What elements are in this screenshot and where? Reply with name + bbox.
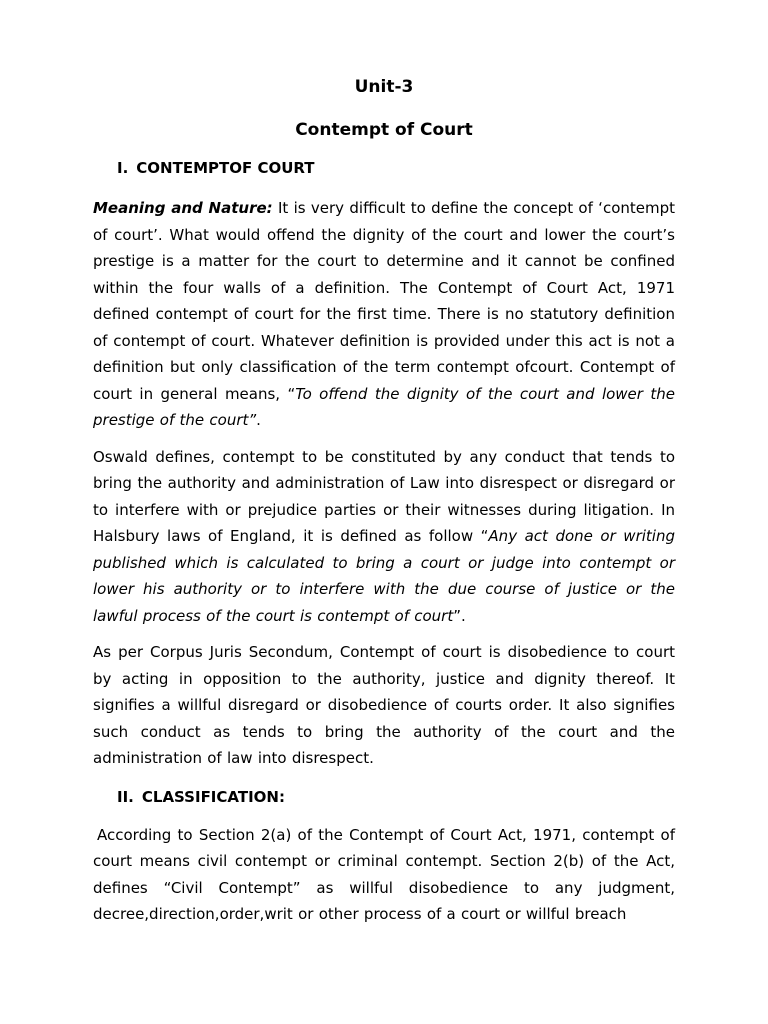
paragraph-text: It is very difficult to define the concept of ‘contempt of court’. What would offend the dignity of the court and lower the court’s prestige is a matter for the court to determine and it cannot be confined within the four walls of a definition. The Contempt of Court Act, 1971 defined contempt of court for the first time. There is no statutory definition of contempt of court. Whatever definition is provided under this act is not a definition but only classification of the term contempt ofcourt. Contempt of court in general means, “ xyxy=(93,199,676,403)
document-title: Contempt of Court xyxy=(295,120,473,140)
section-number: I. xyxy=(117,159,129,177)
section-number: II. xyxy=(117,787,134,806)
paragraph-end: ”. xyxy=(453,606,466,625)
paragraph-corpus-juris: As per Corpus Juris Secondum, Contempt of court is disobedience to court by acting in opposition to the authority, justice and dignity thereof. It signifies a willful disregard or disobedience of courts order. It also signifies such conduct as tends to bring the authority of the court and the administration of law into disrespect. xyxy=(93,643,675,767)
paragraph-oswald-halsbury xyxy=(93,444,675,630)
paragraph-text: Oswald defines, contempt to be constituted by any conduct that tends to bring the authority and administration of Law into disrespect or disregard or to interfere with or prejudice parties or their witnesses during litigation. In Halsbury laws of England, it is defined as follow “ xyxy=(93,447,675,545)
section-heading-text: CONTEMPTOF COURT xyxy=(136,159,315,177)
document-page xyxy=(93,74,675,938)
italic-quote: To offend the dignity of the court and lower the prestige of the court” xyxy=(93,384,675,429)
lead-term: Meaning and Nature: xyxy=(93,199,273,217)
paragraph-end: . xyxy=(256,411,261,429)
paragraph-meaning-and-nature xyxy=(93,195,675,434)
italic-quote: Any act done or writing published which is calculated to bring a court or judge into contempt or lower his authority or to interfere with the due course of justice or the lawful process of the court is contempt of court xyxy=(93,527,675,625)
section-heading-text: CLASSIFICATION: xyxy=(141,787,285,806)
section-heading-contempt-of-court xyxy=(117,157,675,179)
unit-title: Unit-3 xyxy=(354,77,414,97)
paragraph-classification: According to Section 2(a) of the Contempt of Court Act, 1971, contempt of court means civil contempt or criminal contempt. Section 2(b) of the Act, defines “Civil Contempt” as willful disobedience to any judgment, decree,direction,order,writ or other process of a court or willful breach xyxy=(93,825,675,923)
section-heading-classification xyxy=(117,786,675,808)
